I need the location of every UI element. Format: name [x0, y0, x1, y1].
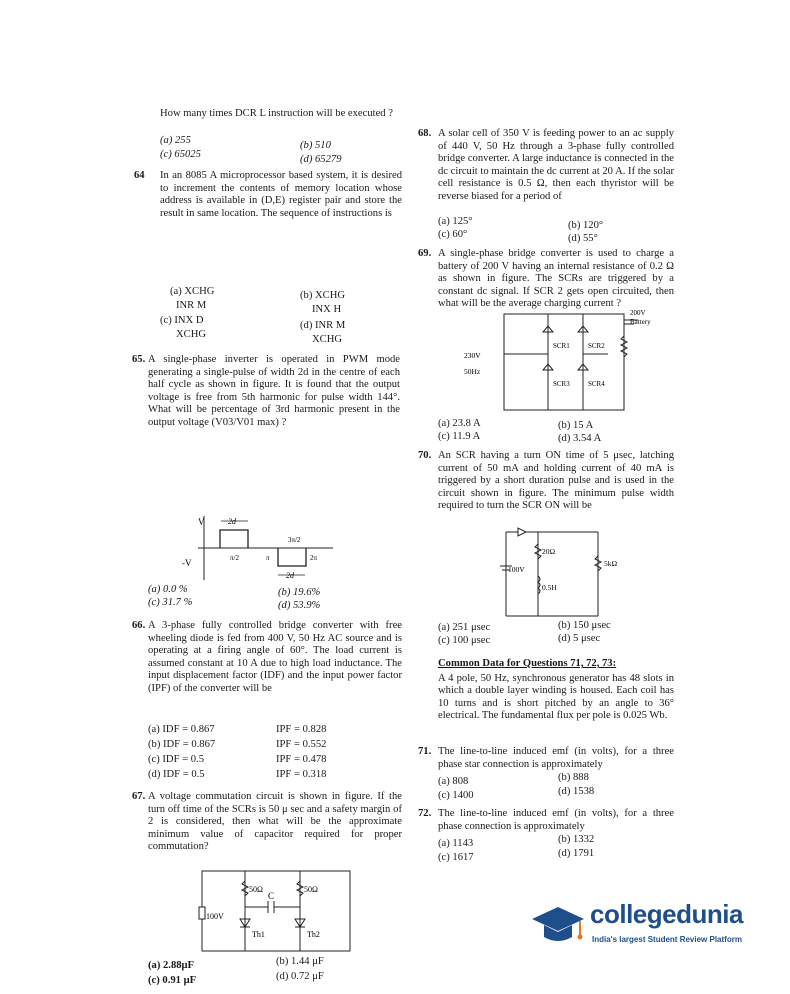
option-c: (c) 31.7 %	[148, 597, 193, 608]
option-a: (a) 125°	[438, 216, 473, 227]
option-a: (a) 0.0 %	[148, 584, 188, 595]
question-number: 69.	[418, 248, 432, 259]
question-number: 72.	[418, 808, 432, 819]
option-d: (d) 53.9%	[278, 600, 321, 611]
option-c: (c) 1400	[438, 790, 474, 801]
resistor-2-label: 50Ω	[304, 885, 318, 894]
option-b: (b) 1332	[558, 834, 595, 845]
option-b: (b) 19.6%	[278, 587, 321, 598]
thyristor-1-label: Th1	[252, 930, 265, 939]
question-66	[132, 620, 402, 780]
question-number: 67.	[132, 791, 146, 802]
question-69	[418, 248, 674, 311]
scr3-label: SCR3	[553, 380, 570, 388]
question-text: In an 8085 A microprocessor based system, it is desired to increment the contents of memory location whose address is available in (D,E) register pair and store the result in same location. The sequence of instructions is	[160, 170, 402, 219]
option-d: (d) 65279	[300, 154, 342, 165]
question-text: A solar cell of 350 V is feeding power to an ac supply of 440 V, 50 Hz through a 3-phase fully controlled bridge converter. A large inductance is connected in the dc circuit to maintain the dc current at 20 A. If the solar cell resistance is 0.5 Ω, then each thyristor will be reverse biased for a period of	[438, 128, 674, 202]
option-a: (a) 251 μsec	[438, 622, 491, 633]
source-label: 100V	[206, 912, 224, 921]
option-a-line2: INR M	[176, 300, 207, 311]
option-a: (a) 2.88μF	[148, 960, 195, 971]
pwm-waveform-figure	[138, 508, 338, 588]
question-number: 64	[134, 170, 145, 181]
option-a-ipf: IPF = 0.828	[276, 724, 327, 735]
question-number: 68.	[418, 128, 432, 139]
source-frequency-label: 50Hz	[464, 367, 481, 376]
question-70	[418, 450, 674, 513]
option-b: (b) 510	[300, 140, 331, 151]
option-d: (d) 5 μsec	[558, 633, 601, 644]
question-number: 71.	[418, 746, 432, 757]
option-c: (c) 0.91 μF	[148, 975, 197, 986]
option-b: (b) 150 μsec	[558, 620, 611, 631]
option-d: (d) 3.54 A	[558, 433, 602, 444]
question-67	[132, 791, 402, 854]
option-d: (d) 1791	[558, 848, 595, 859]
resistor-5k-label: 5kΩ	[604, 559, 618, 568]
question-text: An SCR having a turn ON time of 5 μsec, latching current of 50 mA and holding current of 40 mA is triggered by a short duration pulse and is used in the circuit shown in figure. The minimum pulse width required to turn the SCR ON will be	[438, 450, 674, 512]
option-a: (a) 808	[438, 776, 469, 787]
option-c: (c) 1617	[438, 852, 474, 863]
option-b-ipf: IPF = 0.552	[276, 739, 327, 750]
minus-v-label: -V	[182, 558, 192, 568]
source-label: 100V	[508, 565, 525, 574]
option-d: (d) 0.72 μF	[276, 971, 324, 982]
logo-name: collegedunia	[590, 899, 743, 929]
option-c-idf: (c) IDF = 0.5	[148, 754, 204, 765]
graduation-cap-icon	[530, 897, 586, 951]
collegedunia-logo	[530, 895, 770, 955]
common-data-text: A 4 pole, 50 Hz, synchronous generator has 48 slots in which a double layer winding is housed. Each coil has 10 turns and is short pitched by an angle to 36° electrical. The fundamental flux per pole is 0.025 Wb.	[438, 672, 674, 722]
scr1-label: SCR1	[553, 342, 570, 350]
option-b-line1: (b) XCHG	[300, 290, 346, 301]
commutation-circuit-figure	[190, 863, 360, 963]
resistor-20-label: 20Ω	[542, 547, 556, 556]
tick-pi: π	[266, 554, 270, 562]
question-72	[418, 808, 674, 863]
v-label: V	[198, 517, 205, 527]
question-65	[132, 354, 400, 430]
question-68	[418, 128, 674, 244]
option-b: (b) 1.44 μF	[276, 956, 324, 967]
capacitor-label: C	[268, 891, 275, 901]
option-a: (a) 23.8 A	[438, 418, 481, 429]
option-a: (a) 1143	[438, 838, 474, 849]
option-c: (c) 11.9 A	[438, 431, 481, 442]
option-a-line1: (a) XCHG	[170, 286, 215, 297]
source-voltage-label: 230V	[464, 351, 481, 360]
common-data-block	[438, 658, 674, 723]
option-a-idf: (a) IDF = 0.867	[148, 724, 215, 735]
tick-two-pi: 2π	[310, 554, 318, 562]
tick-three-pi-half: 3π/2	[288, 536, 301, 544]
question-text: How many times DCR L instruction will be executed ?	[160, 108, 393, 119]
question-text: A single-phase inverter is operated in PWM mode generating a single-pulse of width 2d in the centre of each half cycle as shown in figure. It is found that the output voltage is free from 5th harmonic for pulse width 144°. What will be percentage of 3rd harmonic present in the output voltage (V03/V01 max) ?	[148, 354, 400, 428]
option-b: (b) 888	[558, 772, 589, 783]
option-c-line1: (c) INX D	[160, 315, 204, 326]
option-d-line1: (d) INR M	[300, 320, 346, 331]
option-b: (b) 120°	[568, 220, 604, 231]
common-data-heading: Common Data for Questions 71, 72, 73:	[438, 658, 617, 669]
width-label-top: 2d	[228, 517, 236, 526]
option-c: (c) 100 μsec	[438, 635, 491, 646]
scr2-label: SCR2	[588, 342, 605, 350]
question-text: The line-to-line induced emf (in volts), for a three phase star connection is approximately	[438, 746, 674, 770]
battery-voltage-label: 200V	[630, 309, 646, 317]
option-a: (a) 255	[160, 135, 191, 146]
thyristor-2-label: Th2	[307, 930, 320, 939]
question-64	[134, 170, 402, 345]
question-number: 66.	[132, 620, 146, 631]
resistor-1-label: 50Ω	[249, 885, 263, 894]
option-b-line2: INX H	[312, 304, 342, 315]
option-d-ipf: IPF = 0.318	[276, 769, 327, 780]
width-label-bottom: 2d	[286, 571, 294, 580]
option-c: (c) 65025	[160, 149, 201, 160]
question-text: A 3-phase fully controlled bridge converter with free wheeling diode is fed from 400 V, 50 Hz AC source and is operating at a firing angle of 60°. The load current is assumed constant at 10 A due to high load inductance. The input displacement factor (IDF) and the input power factor (IPF) of the converter will be	[148, 620, 402, 694]
option-c: (c) 60°	[438, 229, 468, 240]
option-c-line2: XCHG	[176, 329, 207, 340]
bridge-converter-figure	[458, 306, 676, 414]
question-text: A voltage commutation circuit is shown in figure. If the turn off time of the SCRs is 50 μ sec and a safety margin of 2 is considered, then what will be the approximate minimum value of capacitor required for proper commutation?	[148, 791, 402, 853]
option-d-idf: (d) IDF = 0.5	[148, 769, 205, 780]
question-71	[418, 746, 674, 801]
scr4-label: SCR4	[588, 380, 605, 388]
question-text: The line-to-line induced emf (in volts), for a three phase connection is approximately	[438, 808, 674, 832]
option-d-line2: XCHG	[312, 334, 343, 345]
question-63	[160, 108, 400, 165]
question-number: 65.	[132, 354, 146, 365]
option-d: (d) 1538	[558, 786, 595, 797]
scr-latching-circuit-figure	[478, 526, 668, 622]
battery-label: Battery	[630, 318, 651, 326]
option-b-idf: (b) IDF = 0.867	[148, 739, 216, 750]
question-text: A single-phase bridge converter is used to charge a battery of 200 V having an internal resistance of 0.2 Ω as shown in figure. The SCRs are triggered by a constant dc signal. If SCR 2 gets open circuited, then what will be the average charging current ?	[438, 248, 674, 310]
question-number: 70.	[418, 450, 432, 461]
inductor-label: 0.5H	[542, 583, 557, 592]
option-d: (d) 55°	[568, 233, 598, 244]
logo-tagline: India's largest Student Review Platform	[592, 935, 742, 944]
tick-pi-half: π/2	[230, 554, 239, 562]
option-c-ipf: IPF = 0.478	[276, 754, 327, 765]
option-b: (b) 15 A	[558, 420, 594, 431]
